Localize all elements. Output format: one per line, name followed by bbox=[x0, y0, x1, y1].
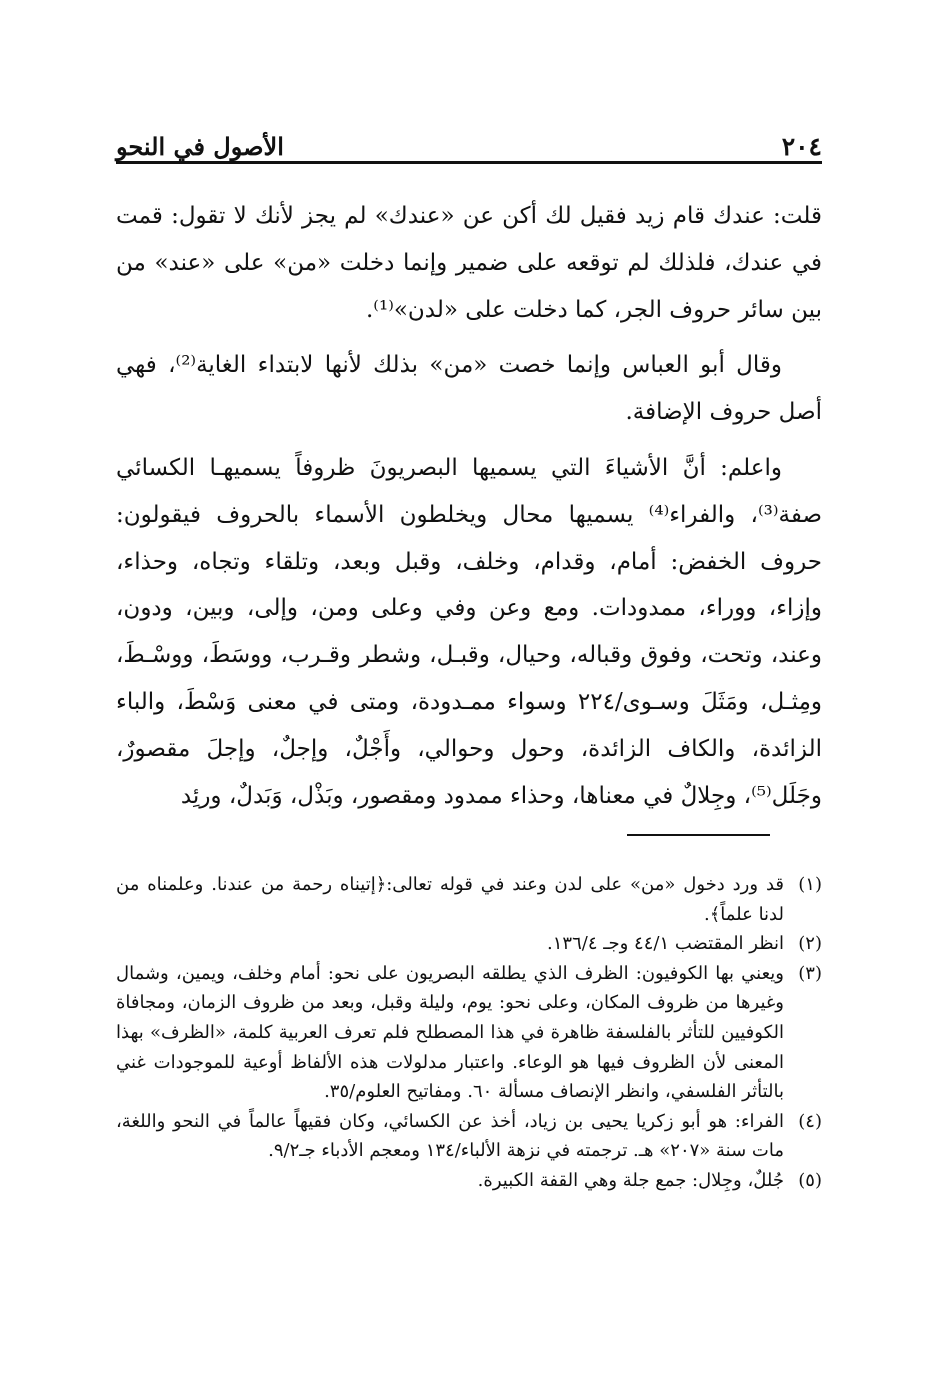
footnote-number: (٥) bbox=[798, 1169, 822, 1191]
header-rule bbox=[116, 161, 822, 164]
footnote-number: (١) bbox=[798, 874, 822, 895]
footnote-text: انظر المقتضب ٤٤/١ وجـ ١٣٦/٤. bbox=[547, 933, 784, 955]
footnote bbox=[116, 1166, 822, 1196]
footnotes bbox=[116, 870, 822, 1196]
footnote-text: ويعني بها الكوفيون: الظرف الذي يطلقه البصريون على نحو: أمام وخلف، ويمين، وشمال وغيرها من ظروف المكان، وعلى نحو: يوم، وليلة وقبل، وبعد من ظروف الزمان، ومجافاة الكوفيين للتأثر بالفلسفة ظاهرة في هذا المصطلح فلم تعرف العربية كلمة، «الظرف» بهذا المعنى لأن الظروف فيها هو الوعاء. واعتبار مدلولات هذه الألفاظ أوعية للموجودات غني بالتأثر الفلسفي، وانظر الإنصاف مسألة ٦٠. ومفاتيح العلوم/٣٥. bbox=[116, 962, 784, 1103]
paragraph: واعلم: أنَّ الأشياءَ التي يسميها البصريونَ ظروفاً يسميهـا الكسائي صفة⁽³⁾، والفراء⁽⁴⁾ يسميها محال ويخلطون الأسماء بالحروف فيقولون: حروف الخفض: أمام، وقدام، وخلف، وقبل وبعد، وتلقاء وتجاه، وحذاء، وإزاء، ووراء، ممدودات. ومع وعن وفي وعلى ومن، وإلى، وبين، ودون، وعند، وتحت، وفوق وقباله، وحيال، وقبـل، وشطر وقـرب، ووسَطَ، ووسْـطَ، ومِثـل، ومَثَلَ وسـوى/٢٢٤ وسواء ممـدودة، ومتى في معنى وَسْطَ، والباء الزائدة، والكاف الزائدة، وحول وحوالي، وأَجْلٌ، وإجلٌ، وإجلَ مقصورٌ، وجَلَل⁽⁵⁾، وجِلالٌ في معناها، وحذاء ممدود ومقصور، وبَذْل، وَبَدلٌ، ورئِد bbox=[116, 454, 822, 809]
page-number: ٢٠٤ bbox=[781, 132, 822, 161]
paragraph: قلت: عندك قام زيد فقيل لك أكن عن «عندك» لم يجز لأنك لا تقول: قمت في عندك، فلذلك لم توقعه على ضمير وإنما دخلت «من» على «عند» من بين سائر حروف الجر، كما دخلت على «لدن»⁽¹⁾. bbox=[116, 203, 822, 323]
footnote-number: (٤) bbox=[798, 1110, 822, 1132]
footnote bbox=[116, 1107, 822, 1166]
footnote-text: جُللٌ، وجِلال: جمع جلة وهي القفة الكبيرة. bbox=[477, 1169, 784, 1191]
running-head bbox=[116, 128, 822, 162]
paragraph: وقال أبو العباس وإنما خصت «من» بذلك لأنها لابتداء الغاية⁽²⁾، فهي أصل حروف الإضافة. bbox=[116, 352, 822, 426]
footnote bbox=[116, 870, 822, 929]
footnote bbox=[116, 929, 822, 959]
running-title: الأصول في النحو bbox=[116, 132, 284, 161]
footnote-number: (٣) bbox=[798, 962, 822, 984]
footnote-text: قد ورد دخول «من» على لدن وعند في قوله تعالى:﴿إتيناه رحمة من عندنا. وعلمناه من لدنا علماً﴾. bbox=[116, 874, 784, 925]
footnote-text: الفراء: هو أبو زكريا يحيى بن زياد، أخذ عن الكسائي، وكان فقيهاً عالماً في النحو واللغة، مات سنة «٢٠٧» هـ. ترجمته في نزهة الألباء/١٣٤ ومعجم الأدباء جـ٩/٢. bbox=[116, 1110, 784, 1162]
main-text bbox=[116, 193, 822, 819]
footnote bbox=[116, 959, 822, 1107]
footnote-number: (٢) bbox=[798, 933, 822, 955]
footnote-separator bbox=[627, 834, 770, 836]
